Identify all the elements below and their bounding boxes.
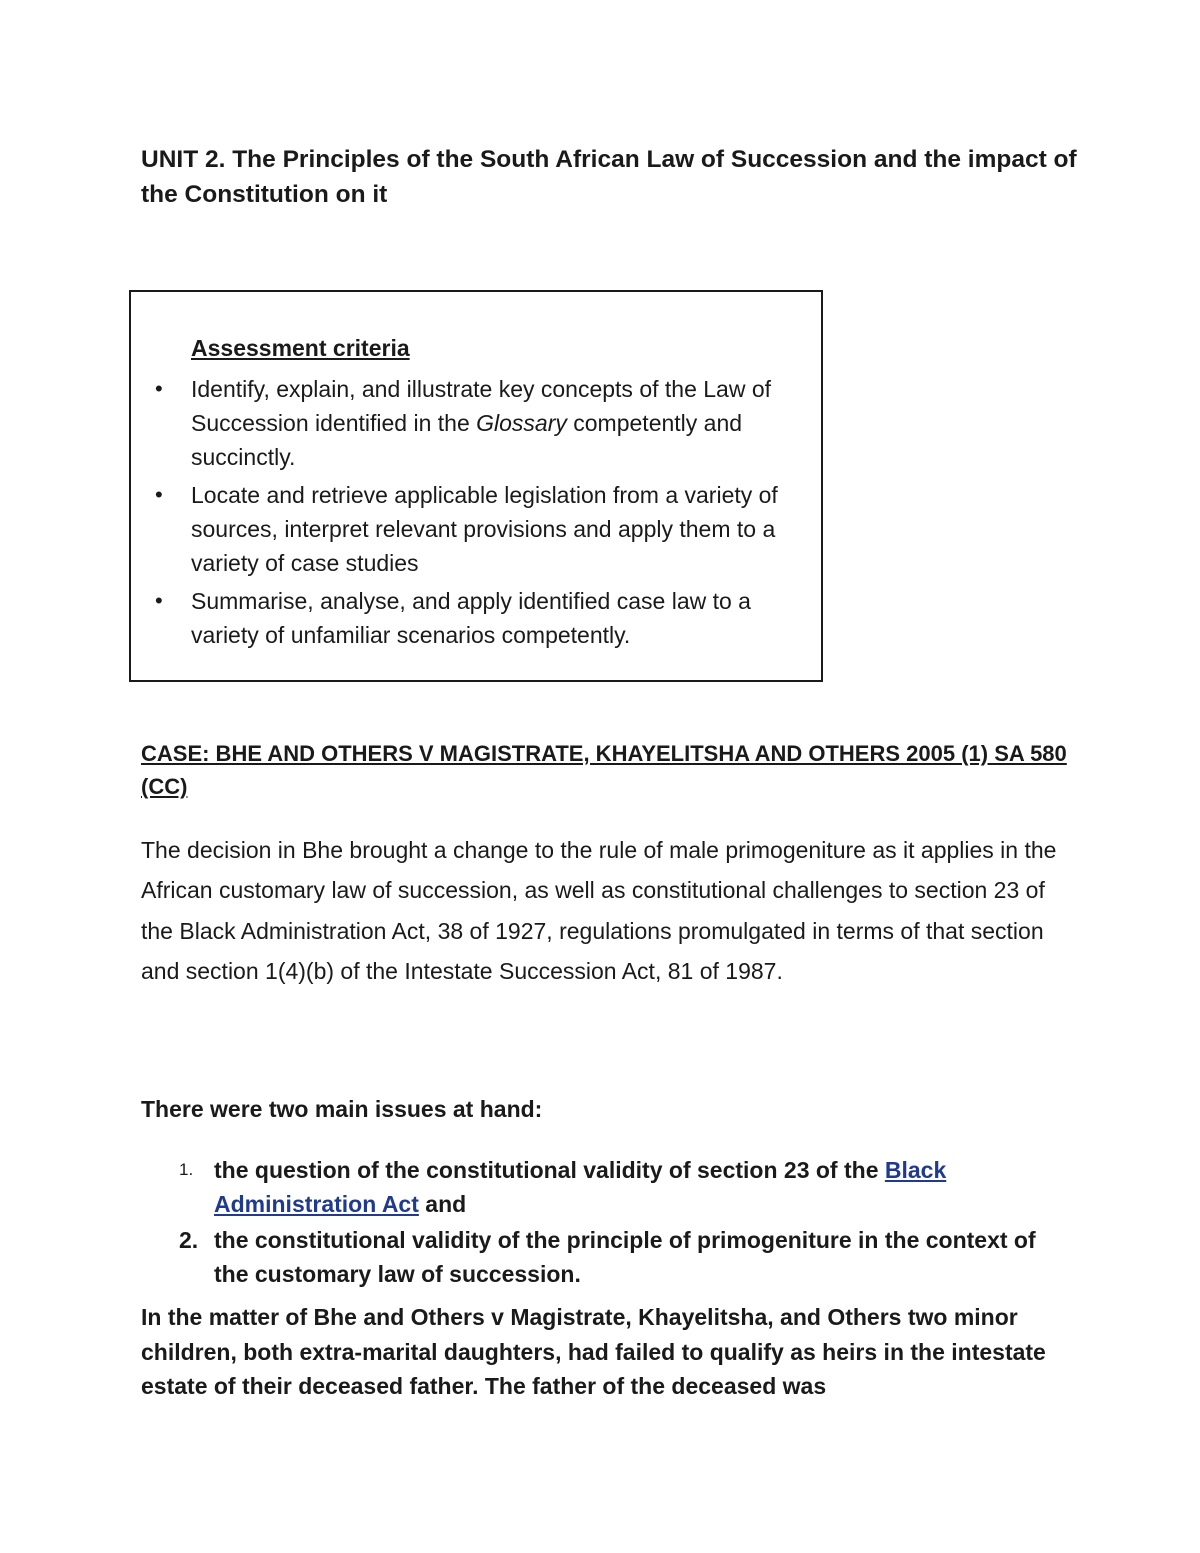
issues-heading: There were two main issues at hand: (141, 1096, 543, 1122)
matter-paragraph: In the matter of Bhe and Others v Magistrate, Khayelitsha, and Others two minor children, both extra-marital daughters, had failed to qualify as heirs in the intestate estate of their deceased father. The father of the deceased was (141, 1304, 1046, 1399)
issue-text: the constitutional validity of the principle of primogeniture in the context of the customary law of succession. (214, 1227, 1036, 1287)
case-summary-paragraph: The decision in Bhe brought a change to the rule of male primogeniture as it applies in the African customary law of succession, as well as constitutional challenges to section 23 of the Black Administration Act, 38 of 1927, regulations promulgated in terms of that section and section 1(4)(b) of the Intestate Succession Act, 81 of 1987. (141, 837, 1057, 984)
bullet-icon: • (155, 376, 163, 401)
issue-text-end: and (418, 1191, 467, 1217)
criteria-item (155, 478, 817, 580)
criteria-text-end: competently and succinctly. (191, 410, 743, 470)
glossary-emphasis: Glossary (476, 410, 567, 436)
assessment-criteria-box (129, 290, 823, 682)
black-administration-act-link[interactable]: Black Administration Act (214, 1157, 947, 1217)
issue-text: the question of the constitutional validity of section 23 of the (214, 1157, 885, 1183)
issue-number: 2. (179, 1227, 199, 1253)
criteria-text: Locate and retrieve applicable legislation from a variety of sources, interpret relevant provisions and apply them to a variety of case studies (191, 482, 778, 576)
assessment-criteria-list (155, 372, 817, 656)
issue-item (141, 1223, 1071, 1291)
bullet-icon: • (155, 482, 163, 507)
criteria-text: Identify, explain, and illustrate key concepts of the Law of Succession identified in the (191, 376, 772, 436)
page-title: UNIT 2. The Principles of the South African Law of Succession and the impact of the Constitution on it (141, 146, 1077, 208)
bullet-icon: • (155, 588, 163, 613)
issue-item (141, 1153, 1071, 1221)
criteria-item (155, 372, 817, 474)
assessment-criteria-heading: Assessment criteria (191, 335, 410, 361)
criteria-text: Summarise, analyse, and apply identified case law to a variety of unfamiliar scenarios competently. (191, 588, 751, 648)
criteria-item (155, 584, 817, 652)
case-heading: CASE: BHE AND OTHERS V MAGISTRATE, KHAYELITSHA AND OTHERS 2005 (1) SA 580 (CC) (141, 741, 1067, 799)
issues-list (141, 1153, 1071, 1293)
issue-number: 1. (179, 1160, 194, 1179)
